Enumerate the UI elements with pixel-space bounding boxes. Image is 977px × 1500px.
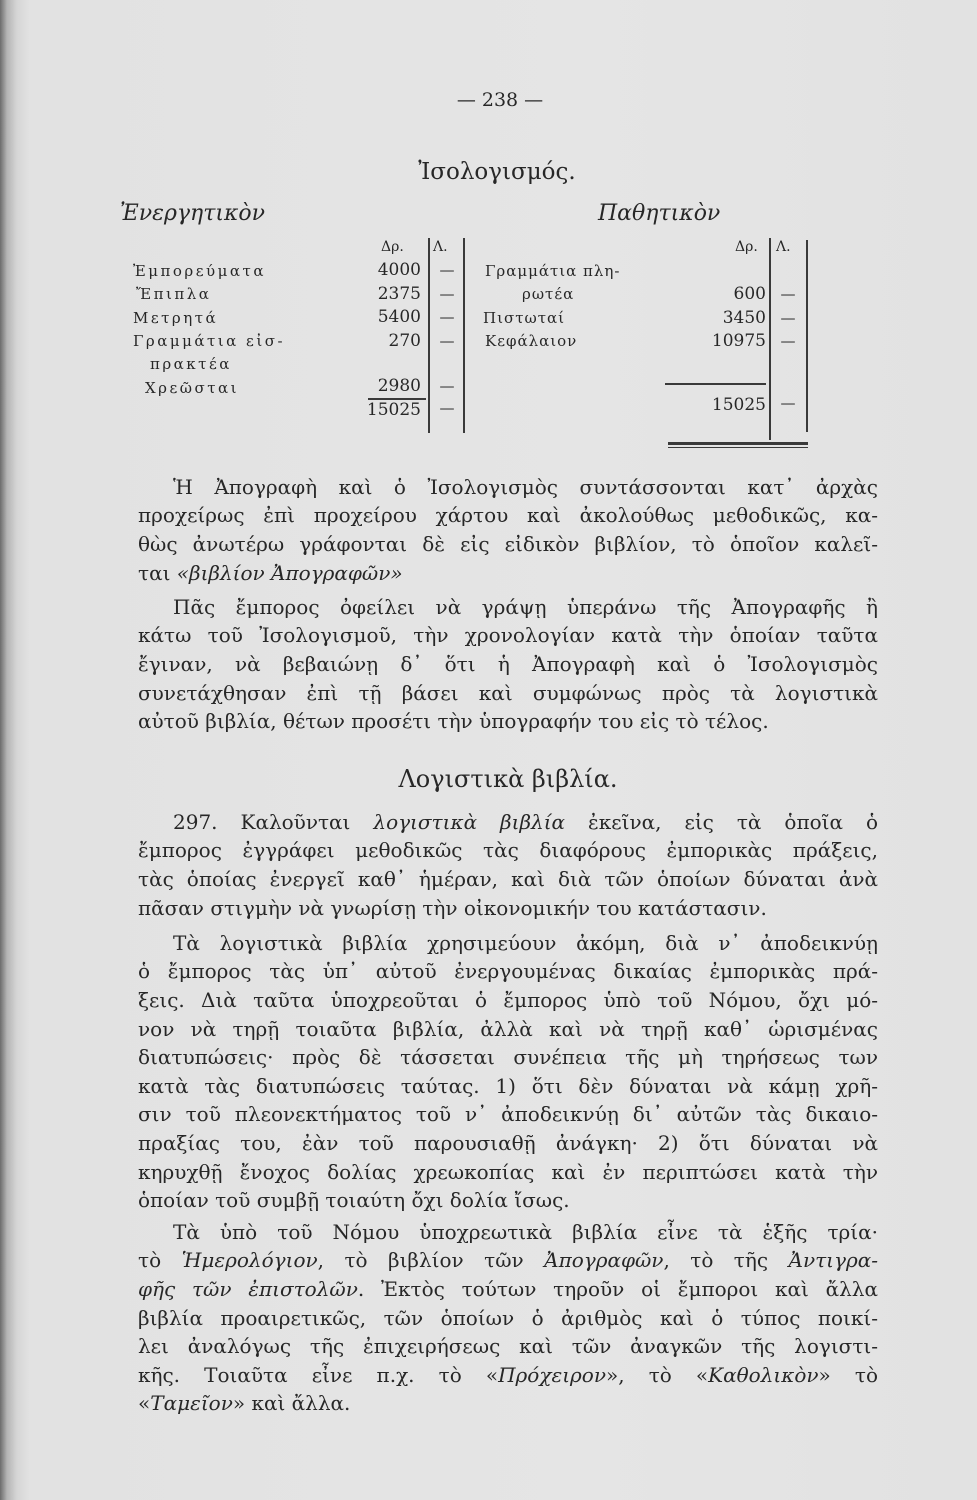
assets-lepta-header: Λ. bbox=[433, 239, 448, 255]
text-line: πραξίας του, ἐὰν τοῦ παρουσιαθῇ ἀνάγκη· 2) ὅτι δύναται νὰ bbox=[138, 1130, 878, 1155]
text-run: , τὸ τῆς bbox=[663, 1248, 789, 1273]
closing-double-rule bbox=[668, 447, 808, 448]
liability-label: Κεφάλαιον bbox=[485, 332, 578, 350]
text-run: » καὶ ἄλλα. bbox=[232, 1391, 351, 1416]
text-line bbox=[138, 559, 878, 588]
liabilities-column-rule bbox=[806, 240, 808, 432]
liabilities-total-drachmas: 15025 bbox=[711, 395, 766, 415]
liability-label: Πιστωταί bbox=[483, 309, 566, 327]
asset-drachmas: 2980 bbox=[377, 376, 421, 396]
liabilities-heading: Παθητικὸν bbox=[598, 201, 721, 226]
text-line bbox=[138, 1246, 878, 1275]
text-run: 297. Καλοῦνται bbox=[173, 809, 374, 834]
assets-heading: Ἐνεργητικὸν bbox=[120, 201, 266, 226]
italic-text: Ἀπογραφῶν bbox=[544, 1248, 664, 1273]
page-number: — 238 — bbox=[456, 89, 544, 111]
text-run: « bbox=[138, 1391, 151, 1416]
asset-label: Ἐμπορεύματα bbox=[133, 262, 266, 280]
text-line bbox=[138, 808, 878, 837]
assets-total-drachmas: 15025 bbox=[366, 400, 421, 420]
assets-column-rule bbox=[428, 238, 430, 433]
text-run: » τὸ bbox=[818, 1362, 879, 1387]
liabilities-sum-rule bbox=[665, 383, 766, 385]
assets-column-rule bbox=[463, 238, 465, 433]
text-line: Ἡ Ἀπογραφὴ καὶ ὁ Ἰσολογισμὸς συντάσσονται κατ᾿ ἀρχὰς bbox=[173, 474, 878, 499]
assets-total-lepta: — bbox=[439, 399, 455, 417]
italic-text: φῆς τῶν ἐπιστολῶν bbox=[138, 1276, 358, 1301]
asset-lepta: — bbox=[439, 261, 455, 279]
text-line: σιν τοῦ πλεονεκτήματος τοῦ ν᾿ ἀποδεικνύῃ δι᾿ αὐτῶν τὰς δικαιο- bbox=[138, 1102, 878, 1127]
liability-drachmas: 600 bbox=[733, 284, 766, 304]
text-line: ὁποίαν τοῦ συμβῇ τοιαύτη ὄχι δολία ἴσως. bbox=[138, 1188, 570, 1213]
text-line: Πᾶς ἔμπορος ὀφείλει νὰ γράψῃ ὑπεράνω τῆς Ἀπογραφῆς ἢ bbox=[173, 594, 878, 619]
asset-label: Μετρητά bbox=[133, 309, 219, 327]
asset-lepta: — bbox=[439, 377, 455, 395]
text-line: νον νὰ τηρῇ τοιαῦτα βιβλία, ἀλλὰ καὶ νὰ τηρῇ καθ᾿ ὡρισμένας bbox=[138, 1016, 878, 1041]
text-line: προχείρως ἐπὶ προχείρου χάρτου καὶ ἀκολούθως μεθοδικῶς, κα- bbox=[138, 503, 878, 528]
asset-drachmas: 2375 bbox=[377, 284, 421, 304]
text-line: ἔμπορος ἐγγράφει μεθοδικῶς τὰς διαφόρους ἐμπορικὰς πράξεις, bbox=[138, 838, 878, 863]
italic-text: Πρόχειρον bbox=[498, 1362, 606, 1387]
liability-lepta: — bbox=[780, 285, 796, 303]
section-heading: Λογιστικὰ βιβλία. bbox=[398, 765, 618, 793]
text-line: κάτω τοῦ Ἰσολογισμοῦ, τὴν χρονολογίαν κατὰ τὴν ὁποίαν ταῦτα bbox=[138, 623, 878, 648]
liability-label: Γραμμάτια πλη- bbox=[485, 262, 621, 280]
closing-double-rule bbox=[668, 442, 808, 445]
italic-text: Ταμεῖον bbox=[150, 1391, 233, 1416]
liabilities-drachmas-header: Δρ. bbox=[735, 239, 758, 255]
text-line: συνετάχθησαν ἐπὶ τῇ βάσει καὶ συμφώνως πρὸς τὰ λογιστικὰ bbox=[138, 680, 878, 705]
text-line: ξεις. Διὰ ταῦτα ὑποχρεοῦται ὁ ἔμπορος ὑπὸ τοῦ Νόμου, ὄχι μό- bbox=[138, 987, 878, 1012]
text-line: Τὰ λογιστικὰ βιβλία χρησιμεύουν ἀκόμη, διὰ ν᾿ ἀποδεικνύῃ bbox=[173, 930, 878, 955]
text-line: βιβλία προαιρετικῶς, τῶν ὁποίων ὁ ἀριθμὸς καὶ ὁ τύπος ποικί- bbox=[138, 1305, 878, 1330]
text-line: κηρυχθῇ ἔνοχος δολίας χρεωκοπίας καὶ ἐν περιπτώσει κατὰ τὴν bbox=[138, 1159, 878, 1184]
text-line bbox=[138, 1389, 878, 1418]
liability-lepta: — bbox=[780, 309, 796, 327]
italic-text: «βιβλίον Ἀπογραφῶν» bbox=[176, 560, 403, 585]
liabilities-lepta-header: Λ. bbox=[776, 239, 791, 255]
text-line: ἔγιναν, νὰ βεβαιώνῃ δ᾿ ὅτι ἡ Ἀπογραφὴ καὶ ὁ Ἰσολογισμὸς bbox=[138, 651, 878, 676]
text-run: », τὸ « bbox=[606, 1362, 709, 1387]
text-line bbox=[138, 1275, 878, 1304]
text-line: αὐτοῦ βιβλία, θέτων προσέτι τὴν ὑπογραφήν του εἰς τὸ τέλος. bbox=[138, 709, 769, 734]
text-run: , τὸ βιβλίον τῶν bbox=[317, 1248, 545, 1273]
liability-drachmas: 10975 bbox=[711, 331, 766, 351]
liability-lepta: — bbox=[780, 332, 796, 350]
text-line: πᾶσαν στιγμὴν νὰ γνωρίσῃ τὴν οἰκονομικήν του κατάστασιν. bbox=[138, 895, 767, 920]
text-run: ἐκεῖνα, εἰς τὰ ὁποῖα ὁ bbox=[565, 809, 879, 834]
balance-sheet-title: Ἰσολογισμός. bbox=[418, 159, 576, 185]
text-line: τὰς ὁποίας ἐνεργεῖ καθ᾿ ἡμέραν, καὶ διὰ τῶν ὁποίων δύναται ἀνὰ bbox=[138, 866, 878, 891]
text-line: κατὰ τὰς διατυπώσεις ταύτας. 1) ὅτι δὲν δύναται νὰ κάμῃ χρῆ- bbox=[138, 1073, 878, 1098]
liabilities-column-rule bbox=[769, 238, 771, 440]
text-line: ὁ ἔμπορος τὰς ὑπ᾿ αὐτοῦ ἐνεργουμένας δικαίας ἐμπορικὰς πρά- bbox=[138, 959, 878, 984]
assets-drachmas-header: Δρ. bbox=[381, 239, 404, 255]
liability-drachmas: 3450 bbox=[722, 308, 766, 328]
asset-label: Γραμμάτια εἰσ- bbox=[133, 332, 286, 350]
italic-text: λογιστικὰ βιβλία bbox=[373, 809, 566, 834]
liability-label-continued: ρωτέα bbox=[522, 285, 575, 303]
asset-label: Χρεῶσται bbox=[145, 379, 240, 397]
asset-drachmas: 5400 bbox=[377, 307, 421, 327]
asset-drachmas: 270 bbox=[388, 331, 421, 351]
text-run: τὸ bbox=[138, 1248, 182, 1273]
text-line: διατυπώσεις· πρὸς δὲ τάσσεται συνέπεια τῆς μὴ τηρήσεως των bbox=[138, 1045, 878, 1070]
text-line: λει ἀναλόγως τῆς ἐπιχειρήσεως καὶ τῶν ἀναγκῶν τῆς λογιστι- bbox=[138, 1334, 878, 1359]
asset-lepta: — bbox=[439, 332, 455, 350]
text-line: Τὰ ὑπὸ τοῦ Νόμου ὑποχρεωτικὰ βιβλία εἶνε τὰ ἑξῆς τρία· bbox=[173, 1219, 878, 1244]
text-run: κῆς. Τοιαῦτα εἶνε π.χ. τὸ « bbox=[138, 1362, 499, 1387]
asset-label: Ἔπιπλα bbox=[136, 285, 212, 303]
text-run: . Ἐκτὸς τούτων τηροῦν οἱ ἔμποροι καὶ ἄλλα bbox=[357, 1276, 878, 1301]
text-line: θὼς ἀνωτέρω γράφονται δὲ εἰς εἰδικὸν βιβλίον, τὸ ὁποῖον καλεῖ- bbox=[138, 531, 878, 556]
asset-lepta: — bbox=[439, 308, 455, 326]
text-line bbox=[138, 1361, 878, 1390]
asset-label-continued: πρακτέα bbox=[150, 355, 232, 373]
italic-text: Ἡμερολόγιον bbox=[181, 1248, 318, 1273]
asset-drachmas: 4000 bbox=[377, 260, 421, 280]
italic-text: Καθολικὸν bbox=[708, 1362, 819, 1387]
text-run: ται bbox=[138, 560, 177, 585]
liabilities-total-lepta: — bbox=[780, 394, 796, 412]
asset-lepta: — bbox=[439, 285, 455, 303]
italic-text: Ἀντιγρα- bbox=[788, 1248, 878, 1273]
